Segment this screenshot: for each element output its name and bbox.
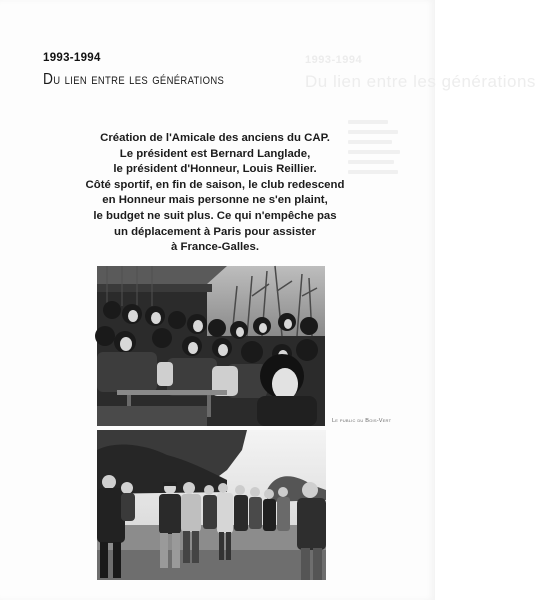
crowd-in-stands-photo bbox=[97, 266, 325, 426]
ghost-text-line bbox=[348, 120, 388, 124]
body-line: Création de l'Amicale des anciens du CAP. bbox=[100, 132, 330, 144]
body-line: Côté sportif, en fin de saison, le club redescend bbox=[85, 178, 345, 191]
body-line: le budget ne suit plus. Ce qui n'empêche pas bbox=[93, 209, 337, 222]
ghost-year: 1993-1994 bbox=[305, 54, 363, 66]
gathering-photo-illustration bbox=[97, 430, 326, 580]
body-line: le président d'Honneur, Louis Reillier. bbox=[113, 163, 317, 176]
section-title: Du lien entre les générations bbox=[43, 71, 225, 88]
photo-caption: Le public du Bois-Vert bbox=[332, 418, 392, 424]
ghost-title: Du lien entre les générations bbox=[305, 72, 536, 91]
body-line: en Honneur mais personne ne s'en plaint, bbox=[102, 194, 328, 207]
body-line: à France-Galles. bbox=[170, 241, 259, 254]
body-text bbox=[60, 131, 370, 256]
outdoor-gathering-photo bbox=[97, 430, 326, 580]
body-line: un déplacement à Paris pour assister bbox=[114, 225, 316, 238]
crowd-photo-illustration bbox=[97, 266, 325, 426]
section-year: 1993-1994 bbox=[43, 52, 101, 64]
body-line: Le président est Bernard Langlade, bbox=[119, 147, 311, 160]
